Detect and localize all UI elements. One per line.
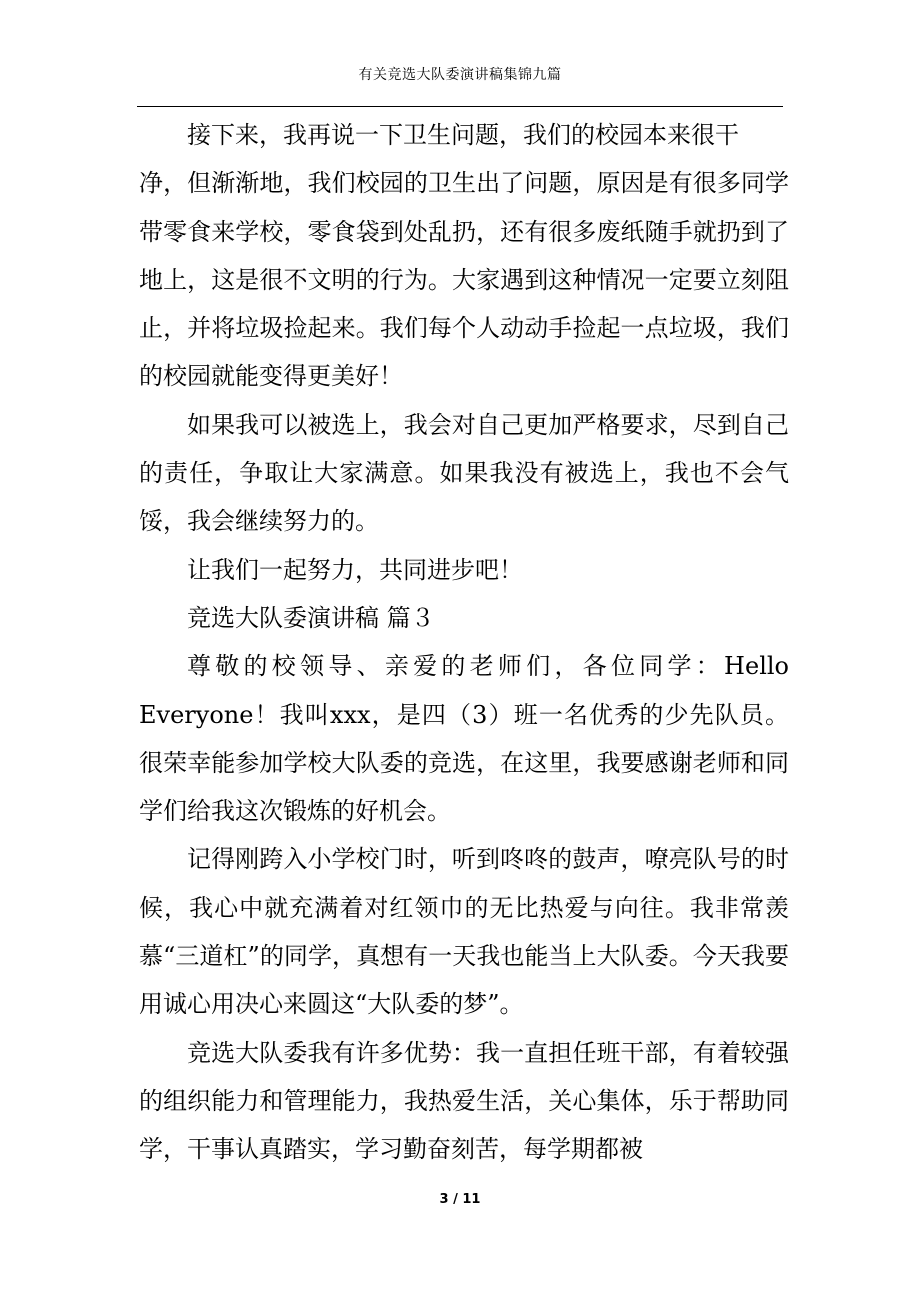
paragraph-closing: 让我们一起努力，共同进步吧！ [187,555,523,584]
paragraph-if-elected: 如果我可以被选上，我会对自己更加严格要求，尽到自己的责任，争取让大家满意。如果我没有被选上，我也不会气馁，我会继续努力的。 [139,410,789,536]
page-header-title: 有关竞选大队委演讲稿集锦九篇 [358,67,562,83]
header-divider [137,106,783,107]
paragraph-hygiene: 净，但渐渐地，我们校园的卫生出了问题，原因是有很多同学带零食来学校，零食袋到处乱扔，还有很多废纸随手就扔到了地上，这是很不文明的行为。大家遇到这种情况一定要立刻阻止，并将垃圾捡起来。我们每个人动动手捡起一点垃圾，我们的校园就能变得更美好！ [139,169,789,391]
section-heading: 竞选大队委演讲稿 篇３ [187,603,435,632]
paragraph-advantages: 竞选大队委我有许多优势：我一直担任班干部，有着较强的组织能力和管理能力，我热爱生活，关心集体，乐于帮助同学，干事认真踏实，学习勤奋刻苦，每学期都被 [139,1038,789,1164]
paragraph-greeting: 尊敬的校领导、亲爱的老师们，各位同学：Hello Everyone！我叫xxx，是四（3）班一名优秀的少先队员。很荣幸能参加学校大队委的竞选，在这里，我要感谢老师和同学们给我这次锻炼的好机会。 [139,652,789,826]
page-number: 3 / 11 [439,1192,481,1207]
document-body [139,111,789,1174]
paragraph-hygiene-intro: 接下来，我再说一下卫生问题，我们的校园本来很干 [187,121,739,149]
paragraph-memory: 记得刚跨入小学校门时，听到咚咚的鼓声，嘹亮队号的时候，我心中就充满着对红领巾的无比热爱与向往。我非常羡慕“三道杠”的同学，真想有一天我也能当上大队委。今天我要用诚心用决心来圆这“大队委的梦”。 [139,845,789,1019]
